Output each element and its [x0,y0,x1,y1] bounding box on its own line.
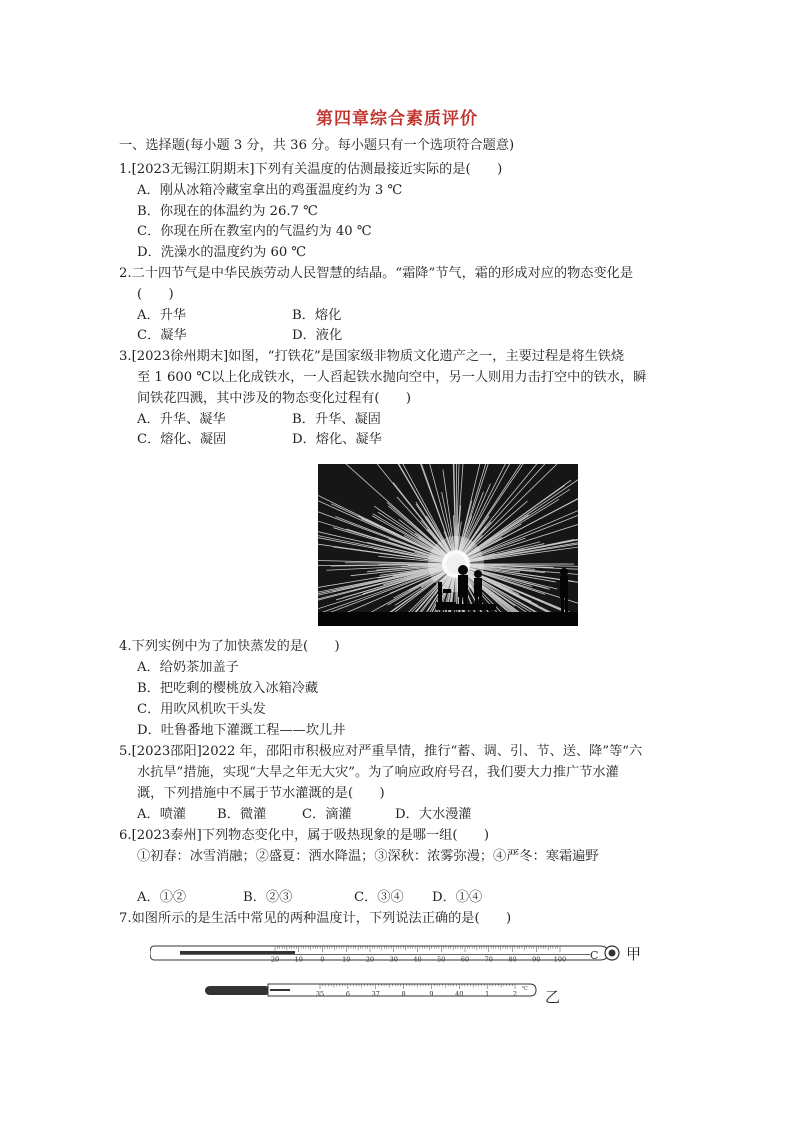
q5-option-a: A．喷灌 [137,807,187,822]
q4-stem: 4.下列实例中为了加快蒸发的是( ) [119,639,340,654]
scale-label: 80 [508,955,517,964]
q2-option-d: D．液化 [292,328,343,343]
q1-option-c: C．你现在所在教室内的气温约为 40 ℃ [137,224,372,239]
jia-unit: C [590,949,599,962]
scale-label: 1 [485,990,490,998]
q2-option-c: C．凝华 [137,328,187,343]
q2-option-a: A．升华 [137,308,187,323]
scale-label: 10 [342,955,351,964]
scale-label: 9 [429,990,434,998]
sparks-illustration [318,464,578,626]
jia-label: 甲 [626,945,642,963]
thermometers-figure [150,938,650,1008]
q1-option-b: B．你现在的体温约为 26.7 ℃ [137,204,318,219]
q6-option-d: D．①④ [432,890,483,905]
q3-option-d: D．熔化、凝华 [292,432,382,447]
scale-label: 50 [437,955,446,964]
scale-label: 35 [315,990,325,998]
q3-stem-line2: 至 1 600 ℃以上化成铁水，一人舀起铁水抛向空中，另一人则用力击打空中的铁水，瞬 [137,370,647,385]
q1-stem: 1.[2023无锡江阴期末]下列有关温度的估测最接近实际的是( ) [119,162,503,177]
q5-option-c: C．滴灌 [302,807,352,822]
scale-label: 0 [320,955,325,964]
scale-label: 20 [270,955,280,964]
q1-option-a: A．刚从冰箱冷藏室拿出的鸡蛋温度约为 3 ℃ [137,183,403,198]
q4-option-b: B．把吃剩的樱桃放入冰箱冷藏 [137,681,319,696]
q4-option-c: C．用吹风机吹干头发 [137,702,266,717]
q5-option-d: D．大水漫灌 [395,807,472,822]
scale-label: 30 [389,955,398,964]
scale-label: 20 [365,955,375,964]
q5-stem-line3: 溉，下列措施中不属于节水灌溉的是( ) [137,786,385,801]
q3-stem-line3: 间铁花四溅，其中涉及的物态变化过程有( ) [137,391,412,406]
yi-label: 乙 [545,988,561,1006]
thermometer-yi [205,984,560,1006]
q4-option-d: D．吐鲁番地下灌溉工程——坎儿井 [137,723,346,738]
q2-stem-line1: 2.二十四节气是中华民族劳动人民智慧的结晶。“霜降”节气，霜的形成对应的物态变化是 [119,266,633,281]
scale-label: 10 [294,955,303,964]
q5-stem-line1: 5.[2023邵阳]2022 年，邵阳市积极应对严重旱情，推行“蓄、调、引、节、送、降”等“六 [119,744,643,759]
scale-label: 37 [371,990,380,998]
q6-stem: 6.[2023泰州]下列物态变化中，属于吸热现象的是哪一组( ) [119,828,490,843]
q3-option-b: B．升华、凝固 [292,412,381,427]
scale-label: 2 [512,990,518,998]
q5-option-b: B．微灌 [217,807,267,822]
iron-flower-photo [318,464,578,626]
q2-option-b: B．熔化 [292,308,342,323]
q6-option-c: C．③④ [354,890,404,905]
scale-label: 100 [553,955,567,964]
q1-option-d: D．洗澡水的温度约为 60 ℃ [137,245,307,260]
q4-option-a: A．给奶茶加盖子 [137,660,239,675]
scale-label: 40 [455,990,464,998]
q3-stem-line1: 3.[2023徐州期末]如图，“打铁花”是国家级非物质文化遗产之一，主要过程是将生铁烧 [119,349,625,364]
scale-label: 90 [532,955,541,964]
q3-option-a: A．升华、凝华 [137,412,226,427]
q6-option-a: A．①② [137,890,187,905]
scale-label: 70 [484,955,493,964]
page-title: 第四章综合素质评价 [316,109,478,129]
q7-stem: 7.如图所示的是生活中常见的两种温度计，下列说法正确的是( ) [119,911,512,926]
yi-unit: ℃ [522,986,528,992]
scale-label: 60 [460,955,470,964]
q6-items: ①初春：冰雪消融；②盛夏：洒水降温；③深秋：浓雾弥漫；④严冬：寒霜遍野 [137,849,599,864]
scale-label: 6 [345,990,350,998]
q2-stem-line2: ( ) [137,287,174,302]
q6-option-b: B．②③ [243,890,293,905]
q5-stem-line2: 水抗旱”措施，实现“大旱之年无大灾”。为了响应政府号召，我们要大力推广节水灌 [137,765,619,780]
scale-label: 8 [401,990,406,998]
section-heading: 一、选择题(每小题 3 分，共 36 分。每小题只有一个选项符合题意) [119,138,515,153]
thermometer-jia [150,945,641,964]
q3-option-c: C．熔化、凝固 [137,432,227,447]
scale-label: 40 [413,955,422,964]
